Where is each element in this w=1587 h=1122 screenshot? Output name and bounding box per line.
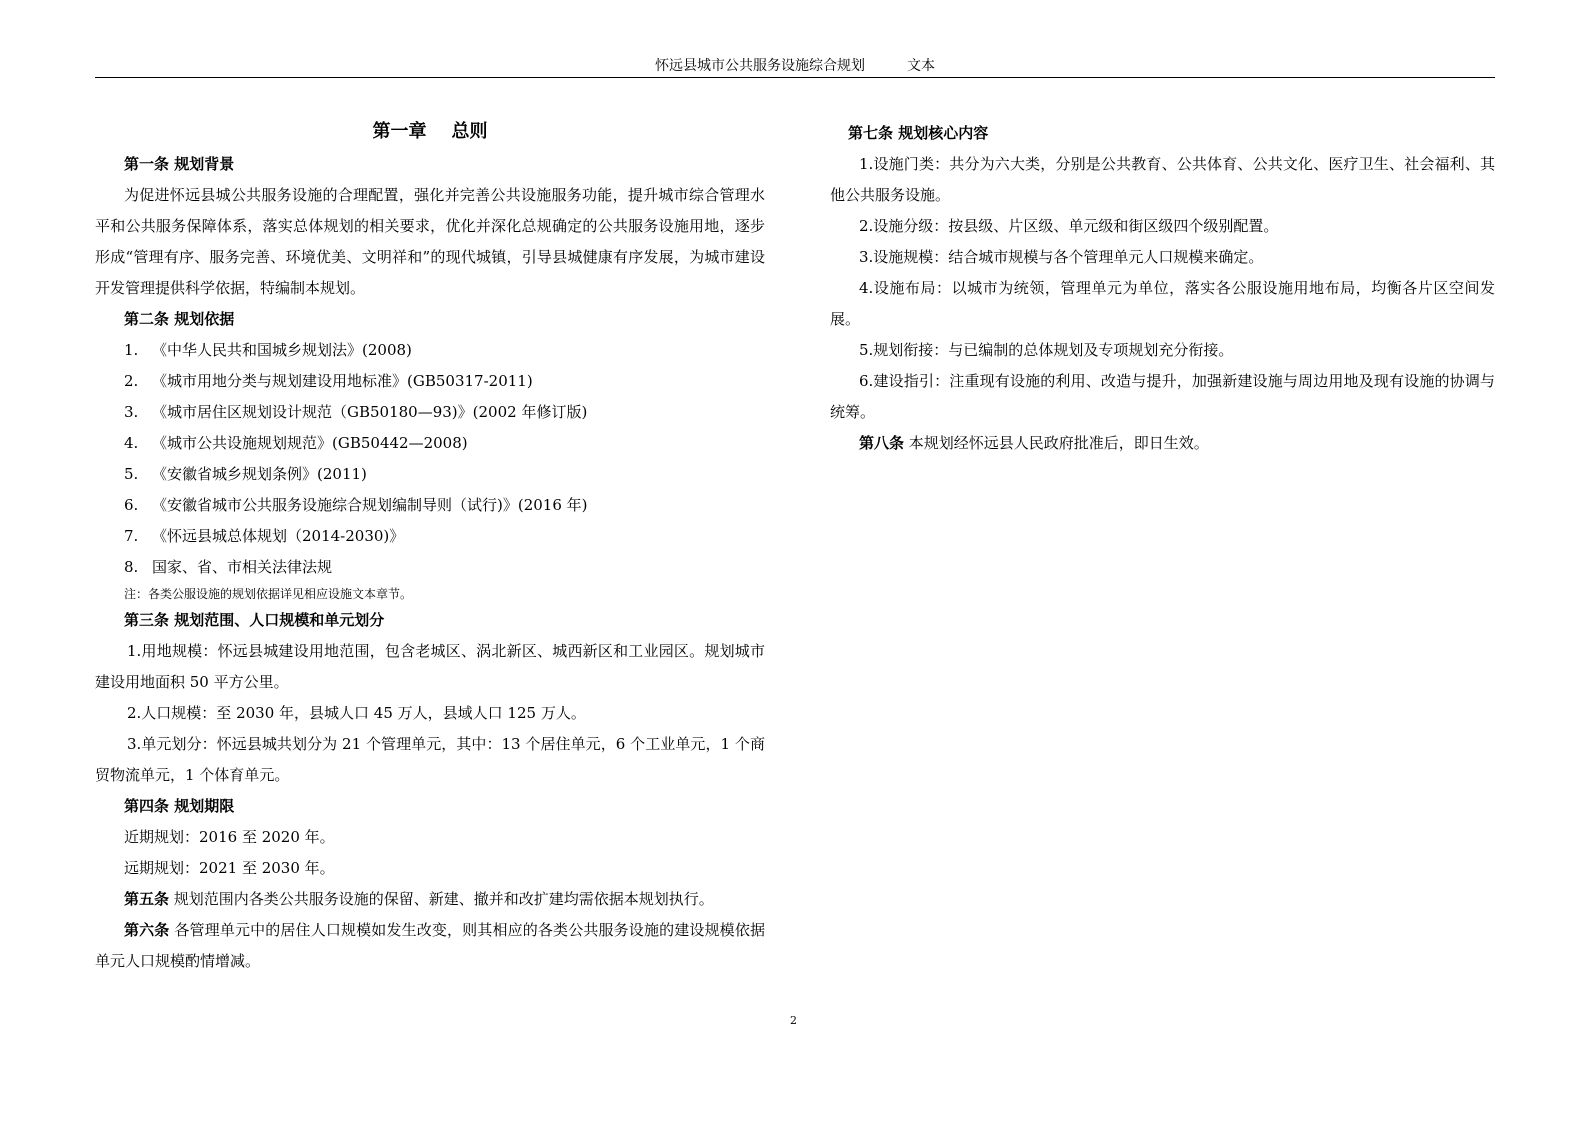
basis-item: 8. 国家、省、市相关法律法规 bbox=[124, 558, 333, 576]
basis-item: 3. 《城市居住区规划设计规范（GB50180—93)》(2002 年修订版) bbox=[124, 403, 588, 421]
basis-item: 1. 《中华人民共和国城乡规划法》(2008) bbox=[124, 341, 412, 359]
article-6 bbox=[95, 915, 765, 977]
chapter-heading bbox=[95, 118, 765, 149]
article-5 bbox=[95, 884, 765, 915]
article-4-near-term: 近期规划：2016 至 2020 年。 bbox=[124, 828, 335, 846]
core-content-item: 3.设施规模：结合城市规模与各个管理单元人口规模来确定。 bbox=[859, 248, 1264, 266]
chapter-title: 总则 bbox=[451, 121, 488, 142]
core-content-item: 6.建设指引：注重现有设施的利用、改造与提升，加强新建设施与周边用地及现有设施的协调与统筹。 bbox=[830, 372, 1495, 421]
page-number: 2 bbox=[790, 1014, 797, 1027]
basis-item: 6. 《安徽省城市公共服务设施综合规划编制导则（试行)》(2016 年) bbox=[124, 496, 588, 514]
core-content-item: 1.设施门类：共分为六大类，分别是公共教育、公共体育、公共文化、医疗卫生、社会福利、其他公共服务设施。 bbox=[830, 155, 1495, 204]
article-1-heading: 第一条 规划背景 bbox=[124, 155, 235, 173]
chapter-number: 第一章 bbox=[372, 121, 427, 142]
document-title: 怀远县城市公共服务设施综合规划 bbox=[655, 58, 865, 74]
article-8 bbox=[830, 428, 1495, 459]
article-5-text: 规划范围内各类公共服务设施的保留、新建、撤并和改扩建均需依据本规划执行。 bbox=[173, 890, 714, 908]
article-6-text: 各管理单元中的居住人口规模如发生改变，则其相应的各类公共服务设施的建设规模依据单元人口规模酌情增减。 bbox=[95, 921, 765, 970]
right-column bbox=[830, 118, 1495, 459]
article-3-heading: 第三条 规划范围、人口规模和单元划分 bbox=[124, 611, 385, 629]
article-6-label: 第六条 bbox=[124, 921, 170, 939]
core-content-item: 2.设施分级：按县级、片区级、单元级和街区级四个级别配置。 bbox=[859, 217, 1279, 235]
article-4-long-term: 远期规划：2021 至 2030 年。 bbox=[124, 859, 335, 877]
document-type-label: 文本 bbox=[907, 58, 935, 74]
article-8-label: 第八条 bbox=[859, 434, 905, 452]
article-3-units: 3.单元划分：怀远县城共划分为 21 个管理单元，其中：13 个居住单元，6 个工业单元，1 个商贸物流单元，1 个体育单元。 bbox=[95, 735, 765, 784]
basis-item: 4. 《城市公共设施规划规范》(GB50442—2008) bbox=[124, 434, 468, 452]
article-7-heading: 第七条 规划核心内容 bbox=[848, 124, 989, 142]
article-2-heading: 第二条 规划依据 bbox=[124, 310, 235, 328]
basis-note: 注：各类公服设施的规划依据详见相应设施文本章节。 bbox=[124, 587, 413, 601]
basis-item: 5. 《安徽省城乡规划条例》(2011) bbox=[124, 465, 367, 483]
article-3-land-scale: 1.用地规模：怀远县城建设用地范围，包含老城区、涡北新区、城西新区和工业园区。规划城市建设用地面积 50 平方公里。 bbox=[95, 642, 765, 691]
page-header bbox=[95, 57, 1495, 78]
article-5-label: 第五条 bbox=[124, 890, 170, 908]
article-8-text: 本规划经怀远县人民政府批准后，即日生效。 bbox=[908, 434, 1209, 452]
basis-item: 2. 《城市用地分类与规划建设用地标准》(GB50317-2011) bbox=[124, 372, 533, 390]
article-3-population: 2.人口规模：至 2030 年，县城人口 45 万人，县域人口 125 万人。 bbox=[127, 704, 586, 722]
core-content-item: 4.设施布局：以城市为统领，管理单元为单位，落实各公服设施用地布局，均衡各片区空间发展。 bbox=[830, 279, 1495, 328]
core-content-item: 5.规划衔接：与已编制的总体规划及专项规划充分衔接。 bbox=[859, 341, 1234, 359]
article-1-body: 为促进怀远县城公共服务设施的合理配置，强化并完善公共设施服务功能，提升城市综合管理水平和公共服务保障体系，落实总体规划的相关要求，优化并深化总规确定的公共服务设施用地，逐步形成“管理有序、服务完善、环境优美、文明祥和”的现代城镇，引导县城健康有序发展，为城市建设开发管理提供科学依据，特编制本规划。 bbox=[95, 186, 765, 297]
basis-item: 7. 《怀远县城总体规划（2014-2030)》 bbox=[124, 527, 405, 545]
left-column bbox=[95, 118, 765, 977]
article-4-heading: 第四条 规划期限 bbox=[124, 797, 235, 815]
